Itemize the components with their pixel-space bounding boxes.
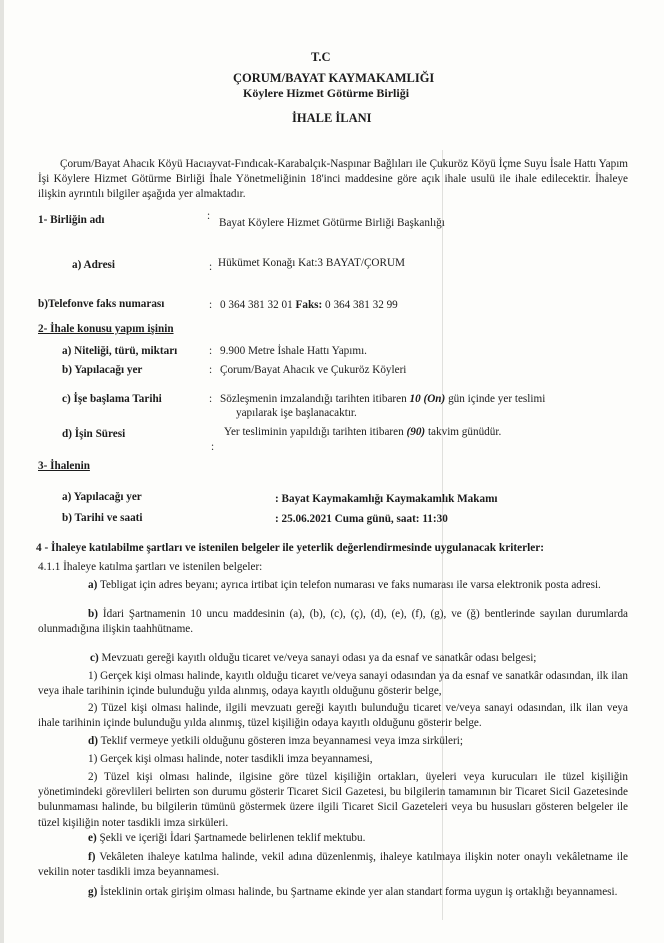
s1-address-label: a) Adresi [72,259,115,271]
colon: : [209,299,213,311]
s2-d-label: d) İşin Süresi [62,428,126,440]
s4-pg-label: g) [88,886,98,898]
s2-c-value-line2: yapılarak işe başlanacaktır. [236,407,357,419]
s4-pb-text: İdari Şartnamenin 10 uncu maddesinin (a), (b), (c), (ç), (d), (e), (f), (g), ve (ğ) bentlerinde sayılan durumlarda olunmadığına ilişkin taahhütname. [38,608,629,636]
header-tc: T.C [311,50,331,64]
s2-c-text: Sözleşmenin imzalandığı tarihten itibaren [220,393,407,405]
s4-pa-label: a) [88,579,98,591]
s4-pf [38,850,628,880]
s4-pd2: 2) Tüzel kişi olması halinde, ilgisine göre tüzel kişiliğin ortakları, üyeleri veya kurucuları ile tüzel kişiliğin yönetimindeki görevlileri belirten son durumu gösterir Ticaret Sicil Gazetesi, bu bilgilerin tamamının bir Ticaret Sicil Gazetesinde bulunmaması halinde, bu bilgilerin tümünü göstermek üzere ilgili Ticaret Sicil Gazeteleri veya bu hususları gösteren belgeler ile tüzel kişiliğin noter tasdikli imza sirküleri. [38,771,628,829]
s2-c-label: c) İşe başlama Tarihi [62,393,162,405]
s3-a-value: : Bayat Kaymakamlığı Kaymakamlık Makamı [275,493,498,505]
s2-c-text-end: gün içinde yer teslimi [448,393,546,405]
intro-paragraph: Çorum/Bayat Ahacık Köyü Hacıayvat-Fındıcak-Karabalçık-Naspınar Bağlıları ile Çukuröz Köyü İçme Suyu İsale Hattı Yapım İşi Köylere Hizmet Götürme Birliği İhale Yönetmeliğinin 18'inci maddesine göre açık ihale usulü ile ihale edilecektir. İhaleye ilişkin ayrıntılı bilgiler aşağıda yer almaktadır. [38,158,628,201]
s4-pe-label: e) [88,832,97,844]
s2-b-label: b) Yapılacağı yer [62,364,143,376]
s2-a-value: 9.900 Metre İshale Hattı Yapımı. [220,345,367,357]
s3-b-value: : 25.06.2021 Cuma günü, saat: 11:30 [275,513,448,525]
fax-number: 0 364 381 32 99 [325,299,398,311]
s4-pe [38,831,628,846]
s4-pd1: 1) Gerçek kişi olması halinde, noter tasdikli imza beyannamesi, [88,753,373,765]
s2-b-value: Çorum/Bayat Ahacık ve Çukuröz Köyleri [220,364,407,376]
colon: : [207,210,211,222]
colon: : [209,393,213,405]
s4-heading: 4 - İhaleye katılabilme şartları ve istenilen belgeler ile yeterlik değerlendirmesinde uygulanacak kriterler: [36,542,545,554]
s4-pg-text: İsteklinin ortak girişim olması halinde, bu Şartname ekinde yer alan standart forma uygun iş ortaklığı beyannamesi. [100,886,618,898]
fax-label: Faks: [295,299,323,311]
s2-c-value [220,392,545,407]
colon: : [209,364,213,376]
s4-pc1: 1) Gerçek kişi olması halinde, kayıtlı olduğu ticaret ve/veya sanayi odasından ya da esnaf ve sanatkâr odasından, ilk ilan veya ihale tarihinin içinde bulunduğu yılda alınmış, odaya kayıtlı olduğunu gösterir belge, [38,670,628,698]
s4-pd [38,734,628,749]
page-title: İHALE İLANI [292,111,372,125]
s4-pa [38,578,628,593]
header-institution: ÇORUM/BAYAT KAYMAKAMLIĞI [233,71,435,85]
s2-c-days: 10 (On) [409,393,446,405]
s4-pc2: 2) Tüzel kişi olması halinde, ilgili mevzuatı gereği kayıtlı bulunduğu ticaret ve/veya sanayi odasından, ilk ilan veya ihale tarihinin içinde bulunduğu yılda alınmış, tüzel kişiliğin odaya kayıtlı olduğunu gösterir belge. [38,702,628,730]
s4-pd-label: d) [88,735,98,747]
s4-pf-text: Vekâleten ihaleye katılma halinde, vekil adına düzenlenmiş, ihaleye katılmaya ilişkin noter onaylı vekâletname ile vekilin noter tasdikli imza beyannamesi. [38,851,628,879]
s4-pc-label: c) [90,652,99,664]
s3-label: 3- İhalenin [38,460,90,472]
s4-pf-label: f) [88,851,96,863]
colon: : [209,261,213,273]
colon: : [209,345,213,357]
s2-a-label: a) Niteliği, türü, miktarı [62,345,178,357]
s2-label: 2- İhale konusu yapım işinin [38,323,174,335]
s4-pd-text: Teklif vermeye yetkili olduğunu gösteren imza beyannamesi veya imza sirküleri; [100,735,463,747]
s4-pb [38,607,628,637]
s1-label: 1- Birliğin adı [38,214,105,226]
s3-b-label: b) Tarihi ve saati [62,512,143,524]
s2-d-days: (90) [406,426,426,438]
s2-d-text: Yer tesliminin yapıldığı tarihten itibaren [224,426,404,438]
s4-pa-text: Tebligat için adres beyanı; ayrıca irtibat için telefon numarası ve faks numarası ile varsa elektronik posta adresi. [99,579,601,591]
header-sub: Köylere Hizmet Götürme Birliği [243,86,410,100]
s1-phone-value [220,298,398,313]
s2-d-text-end: takvim günüdür. [427,426,502,438]
phone-number: 0 364 381 32 01 [220,299,293,311]
s2-d-value [224,425,501,440]
s4-pb-label: b) [88,608,98,620]
s4-pg [38,885,628,900]
s3-a-label: a) Yapılacağı yer [62,491,142,503]
s4-411: 4.1.1 İhaleye katılma şartları ve istenilen belgeler: [38,561,263,573]
s1-address-value: Hükümet Konağı Kat:3 BAYAT/ÇORUM [218,257,405,269]
s4-pe-text: Şekli ve içeriği İdari Şartnamede belirlenen teklif mektubu. [99,832,366,844]
s1-value: Bayat Köylere Hizmet Götürme Birliği Başkanlığı [219,217,445,229]
scan-edge [0,0,4,943]
s4-pc [38,651,628,666]
s4-pc-text: Mevzuatı gereği kayıtlı olduğu ticaret ve/veya sanayi odası ya da esnaf ve sanatkâr odası belgesi; [101,652,537,664]
s1-phone-label: b)Telefonve faks numarası [38,298,165,310]
colon: : [211,441,215,453]
